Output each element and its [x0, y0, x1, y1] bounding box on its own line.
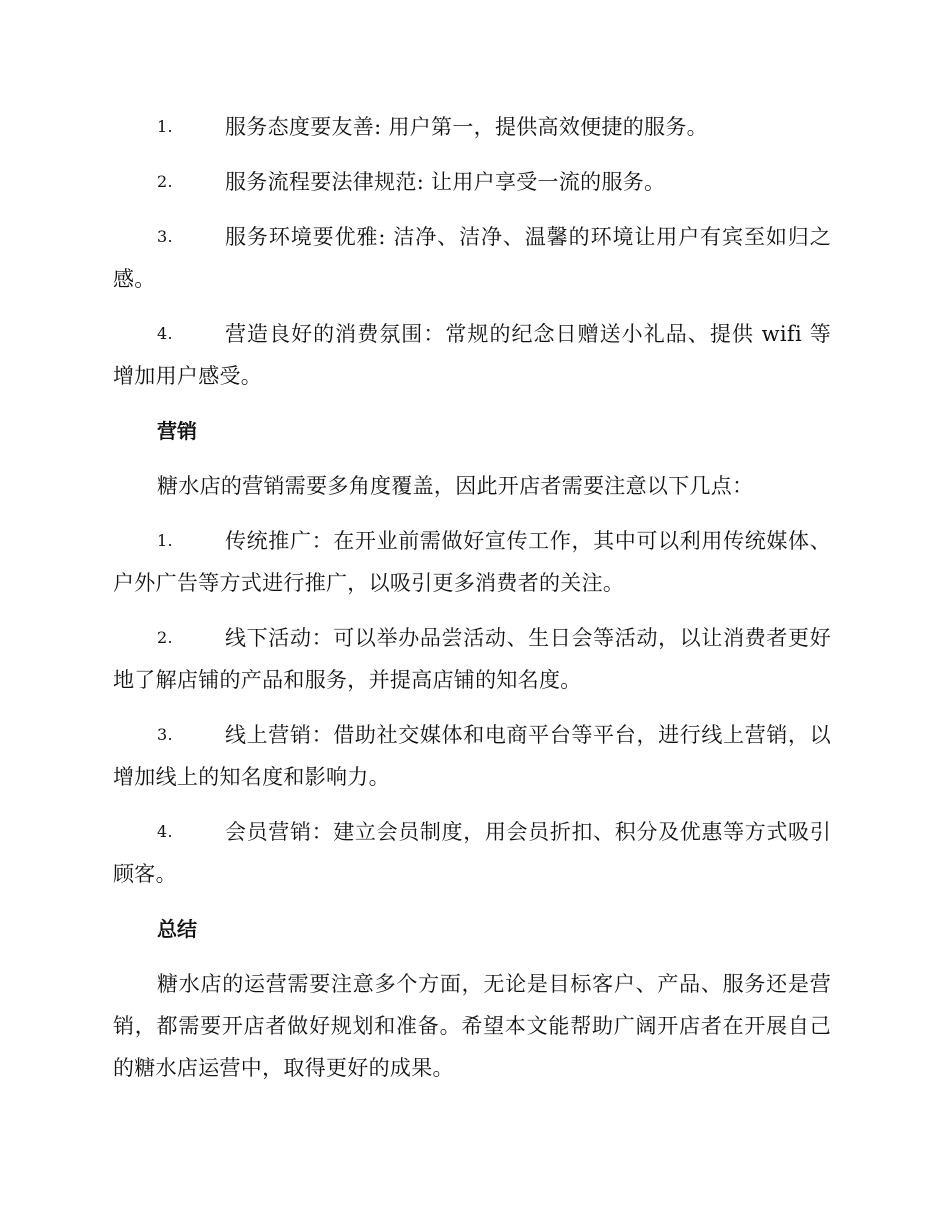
list-item: [113, 106, 831, 148]
summary-paragraph: 糖水店的运营需要注意多个方面，无论是目标客户、产品、服务还是营销，都需要开店者做好规划和准备。希望本文能帮助广阔开店者在开展自己的糖水店运营中，取得更好的成果。: [113, 972, 831, 1080]
list-item: [113, 811, 831, 895]
list-number: 1.: [157, 531, 173, 550]
list-item: [113, 520, 831, 604]
list-text: 服务态度要友善: 用户第一，提供高效便捷的服务。: [225, 115, 708, 139]
list-item: [113, 617, 831, 701]
list-text: 传统推广：在开业前需做好宣传工作，其中可以利用传统媒体、户外广告等方式进行推广，以吸引更多消费者的关注。: [113, 529, 831, 595]
list-number: 3.: [157, 725, 173, 744]
list-item: [113, 216, 831, 300]
list-text: 会员营销：建立会员制度，用会员折扣、积分及优惠等方式吸引顾客。: [113, 820, 831, 886]
list-number: 3.: [157, 227, 173, 246]
list-number: 4.: [157, 822, 173, 841]
document-page: [113, 106, 831, 1089]
list-text: 营造良好的消费氛围：常规的纪念日赠送小礼品、提供 wifi 等增加用户感受。: [113, 322, 831, 388]
list-text: 服务流程要法律规范: 让用户享受一流的服务。: [225, 170, 666, 194]
list-text: 服务环境要优雅: 洁净、洁净、温馨的环境让用户有宾至如归之感。: [113, 225, 831, 291]
list-text: 线下活动：可以举办品尝活动、生日会等活动，以让消费者更好地了解店铺的产品和服务，并提高店铺的知名度。: [113, 626, 831, 692]
list-number: 2.: [157, 628, 173, 647]
section-heading-marketing: 营销: [157, 419, 197, 443]
list-text: 线上营销：借助社交媒体和电商平台等平台，进行线上营销，以增加线上的知名度和影响力。: [113, 723, 831, 789]
list-number: 1.: [157, 117, 173, 136]
list-item: [113, 313, 831, 397]
list-item: [113, 161, 831, 203]
list-number: 4.: [157, 324, 173, 343]
list-item: [113, 714, 831, 798]
section-heading-summary: 总结: [157, 917, 197, 941]
marketing-intro: 糖水店的营销需要多角度覆盖，因此开店者需要注意以下几点：: [157, 474, 754, 498]
list-number: 2.: [157, 172, 173, 191]
